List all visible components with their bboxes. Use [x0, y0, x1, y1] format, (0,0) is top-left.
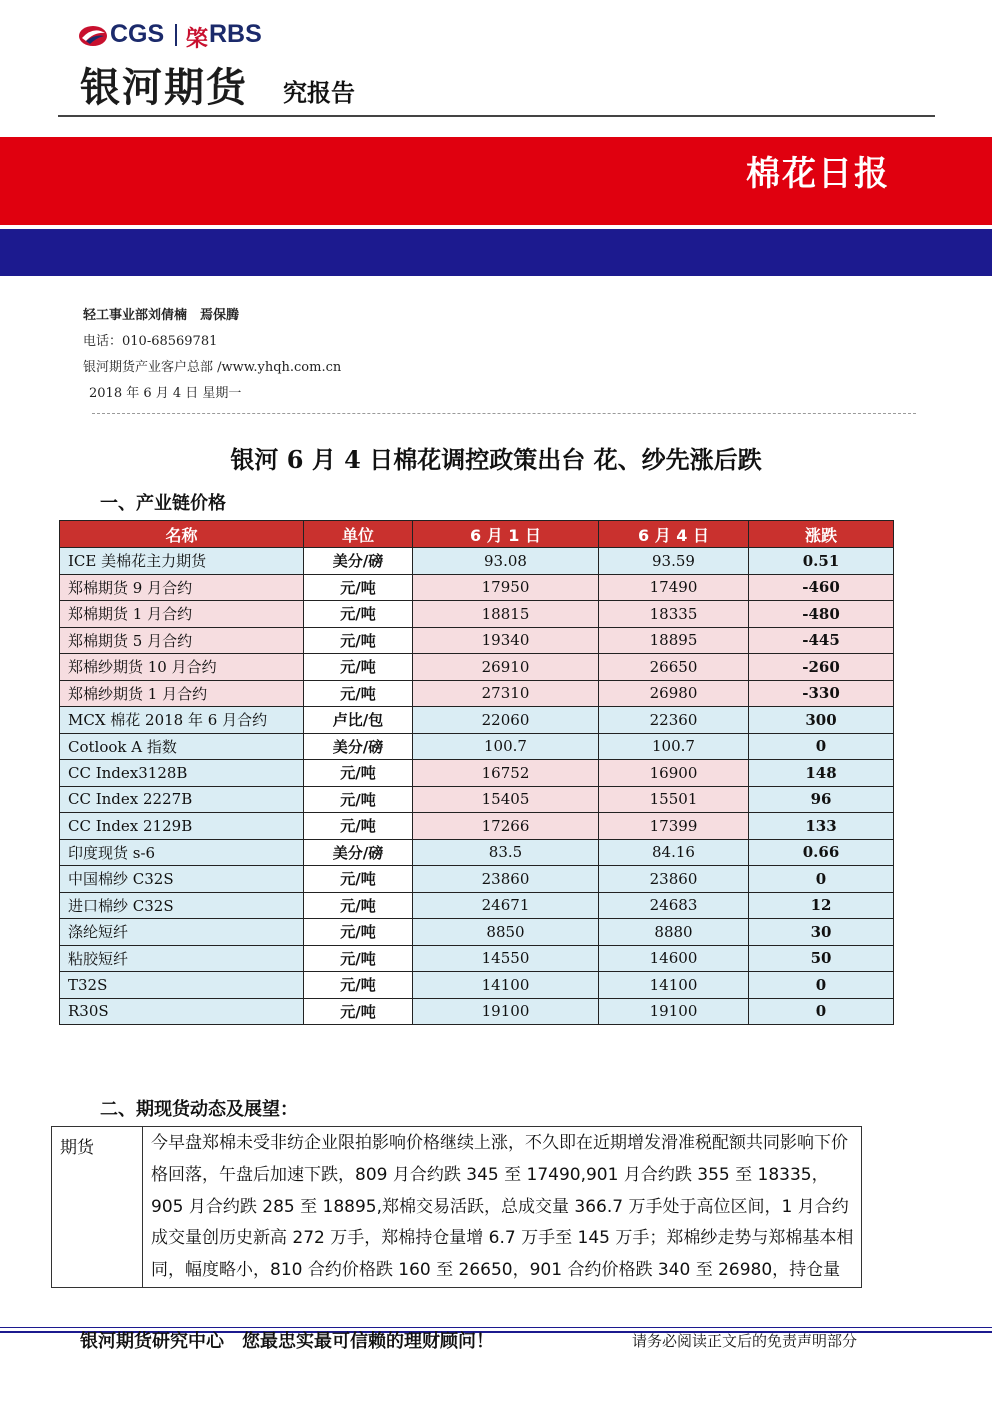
row-date2-value: 26650: [599, 654, 749, 681]
row-date1-value: 27310: [413, 680, 599, 707]
row-change: 148: [749, 760, 894, 787]
row-change: 300: [749, 707, 894, 734]
row-date2-value: 14600: [599, 945, 749, 972]
section-title-prices: 一、产业链价格: [100, 493, 226, 514]
table-row: [60, 892, 894, 919]
row-date2-value: 23860: [599, 866, 749, 893]
table-row: [60, 998, 894, 1025]
row-change: -480: [749, 601, 894, 628]
banner-title: 棉花日报: [746, 154, 890, 194]
outlook-table: [51, 1126, 862, 1288]
row-unit: 元/吨: [304, 972, 413, 999]
logo-rbs-text: RBS: [209, 20, 262, 48]
table-row: [60, 866, 894, 893]
row-date1-value: 19340: [413, 627, 599, 654]
outlook-label: 期货: [52, 1127, 143, 1288]
main-title: 银河 6 月 4 日棉花调控政策出台 花、纱先涨后跌: [230, 445, 762, 474]
row-change: 96: [749, 786, 894, 813]
row-date2-value: 19100: [599, 998, 749, 1025]
author-line: 轻工事业部刘倩楠 焉保腾: [83, 308, 240, 323]
footer-disclaimer-note: 请务必阅读正文后的免责声明部分: [632, 1332, 858, 1350]
table-row: [60, 760, 894, 787]
row-date2-value: 16900: [599, 760, 749, 787]
brand-name: 银河期货: [80, 65, 248, 111]
header-name: 名称: [60, 521, 304, 548]
row-date2-value: 17490: [599, 574, 749, 601]
outlook-row: [52, 1127, 862, 1288]
table-row: [60, 574, 894, 601]
row-unit: 卢比/包: [304, 707, 413, 734]
row-date2-value: 84.16: [599, 839, 749, 866]
row-unit: 元/吨: [304, 945, 413, 972]
table-row: [60, 919, 894, 946]
header-date2: 6 月 4 日: [599, 521, 749, 548]
row-change: 30: [749, 919, 894, 946]
row-date1-value: 18815: [413, 601, 599, 628]
row-name: 中国棉纱 C32S: [60, 866, 304, 893]
header-date1: 6 月 1 日: [413, 521, 599, 548]
row-date1-value: 15405: [413, 786, 599, 813]
footer-slogan: 银河期货研究中心 您最忠实最可信赖的理财顾问！: [80, 1331, 494, 1352]
table-row: [60, 972, 894, 999]
row-date1-value: 100.7: [413, 733, 599, 760]
row-date1-value: 83.5: [413, 839, 599, 866]
row-change: -445: [749, 627, 894, 654]
row-change: 0: [749, 998, 894, 1025]
row-date2-value: 18895: [599, 627, 749, 654]
row-name: ICE 美棉花主力期货: [60, 548, 304, 575]
table-row: [60, 707, 894, 734]
row-change: 133: [749, 813, 894, 840]
row-date1-value: 23860: [413, 866, 599, 893]
header-divider: [58, 115, 935, 117]
row-change: 0.66: [749, 839, 894, 866]
row-date1-value: 26910: [413, 654, 599, 681]
row-change: -460: [749, 574, 894, 601]
row-date1-value: 8850: [413, 919, 599, 946]
row-unit: 元/吨: [304, 627, 413, 654]
row-name: CC Index 2227B: [60, 786, 304, 813]
price-table: [59, 520, 894, 1025]
table-row: [60, 839, 894, 866]
table-row: [60, 548, 894, 575]
row-name: CC Index3128B: [60, 760, 304, 787]
table-row: [60, 601, 894, 628]
table-row: [60, 680, 894, 707]
row-unit: 元/吨: [304, 866, 413, 893]
row-unit: 元/吨: [304, 574, 413, 601]
rbs-logo-icon: 棨: [186, 27, 209, 52]
table-row: [60, 813, 894, 840]
phone-line: 电话：010-68569781: [83, 334, 218, 349]
row-date2-value: 93.59: [599, 548, 749, 575]
outlook-text: 今早盘郑棉未受非纺企业限拍影响价格继续上涨，不久即在近期增发滑准税配额共同影响下价格回落，午盘后加速下跌，809 月合约跌 345 至 17490,901 月合约跌 355 至 18335，905 月合约跌 285 至 18895,郑棉交易活跃，总成交量 366.7 万手处于高位区间，1 月合约成交量创历史新高 272 万手，郑棉持仓量增 6.7 万手至 145 万手；郑棉纱走势与郑棉基本相同，幅度略小，810 合约价格跌 160 至 26650，901 合约价格跌 340 至 26980，持仓量: [143, 1127, 862, 1288]
row-date1-value: 17950: [413, 574, 599, 601]
row-unit: 元/吨: [304, 786, 413, 813]
row-name: 郑棉期货 9 月合约: [60, 574, 304, 601]
info-divider: [92, 413, 916, 414]
row-date2-value: 18335: [599, 601, 749, 628]
table-header-row: [60, 521, 894, 548]
website-line: 银河期货产业客户总部 /www.yhqh.com.cn: [83, 360, 342, 375]
row-date2-value: 100.7: [599, 733, 749, 760]
row-unit: 元/吨: [304, 601, 413, 628]
row-date2-value: 26980: [599, 680, 749, 707]
logo-divider: [175, 24, 177, 46]
row-date1-value: 19100: [413, 998, 599, 1025]
row-change: 50: [749, 945, 894, 972]
row-unit: 元/吨: [304, 813, 413, 840]
row-name: 郑棉期货 1 月合约: [60, 601, 304, 628]
row-date1-value: 14550: [413, 945, 599, 972]
row-name: MCX 棉花 2018 年 6 月合约: [60, 707, 304, 734]
row-unit: 元/吨: [304, 919, 413, 946]
row-unit: 元/吨: [304, 760, 413, 787]
row-date1-value: 17266: [413, 813, 599, 840]
row-name: CC Index 2129B: [60, 813, 304, 840]
row-unit: 美分/磅: [304, 548, 413, 575]
table-row: [60, 654, 894, 681]
table-row: [60, 786, 894, 813]
row-date1-value: 22060: [413, 707, 599, 734]
row-date2-value: 24683: [599, 892, 749, 919]
row-unit: 美分/磅: [304, 733, 413, 760]
row-change: 0: [749, 866, 894, 893]
row-name: T32S: [60, 972, 304, 999]
row-date1-value: 93.08: [413, 548, 599, 575]
row-name: 郑棉纱期货 10 月合约: [60, 654, 304, 681]
row-name: 涤纶短纤: [60, 919, 304, 946]
row-name: 印度现货 s-6: [60, 839, 304, 866]
table-row: [60, 945, 894, 972]
row-unit: 元/吨: [304, 998, 413, 1025]
row-change: 0: [749, 733, 894, 760]
row-date2-value: 14100: [599, 972, 749, 999]
banner-blue-band: [0, 229, 992, 276]
row-name: 进口棉纱 C32S: [60, 892, 304, 919]
cgs-logo-swirl-icon: [78, 24, 108, 48]
section-title-outlook: 二、期现货动态及展望：: [100, 1099, 298, 1120]
row-name: 郑棉纱期货 1 月合约: [60, 680, 304, 707]
row-date2-value: 8880: [599, 919, 749, 946]
row-date2-value: 17399: [599, 813, 749, 840]
row-change: 0.51: [749, 548, 894, 575]
row-date1-value: 14100: [413, 972, 599, 999]
date-line: 2018 年 6 月 4 日 星期一: [89, 386, 242, 401]
row-name: R30S: [60, 998, 304, 1025]
row-date1-value: 24671: [413, 892, 599, 919]
row-unit: 美分/磅: [304, 839, 413, 866]
table-row: [60, 733, 894, 760]
table-row: [60, 627, 894, 654]
row-date2-value: 15501: [599, 786, 749, 813]
row-name: 粘胶短纤: [60, 945, 304, 972]
header-change: 涨跌: [749, 521, 894, 548]
report-type: 究报告: [283, 79, 355, 107]
row-change: -260: [749, 654, 894, 681]
header-unit: 单位: [304, 521, 413, 548]
row-unit: 元/吨: [304, 654, 413, 681]
row-unit: 元/吨: [304, 680, 413, 707]
row-change: -330: [749, 680, 894, 707]
row-unit: 元/吨: [304, 892, 413, 919]
logo-cgs-text: CGS: [110, 20, 165, 48]
row-name: 郑棉期货 5 月合约: [60, 627, 304, 654]
row-name: Cotlook A 指数: [60, 733, 304, 760]
row-change: 0: [749, 972, 894, 999]
row-date1-value: 16752: [413, 760, 599, 787]
row-change: 12: [749, 892, 894, 919]
row-date2-value: 22360: [599, 707, 749, 734]
